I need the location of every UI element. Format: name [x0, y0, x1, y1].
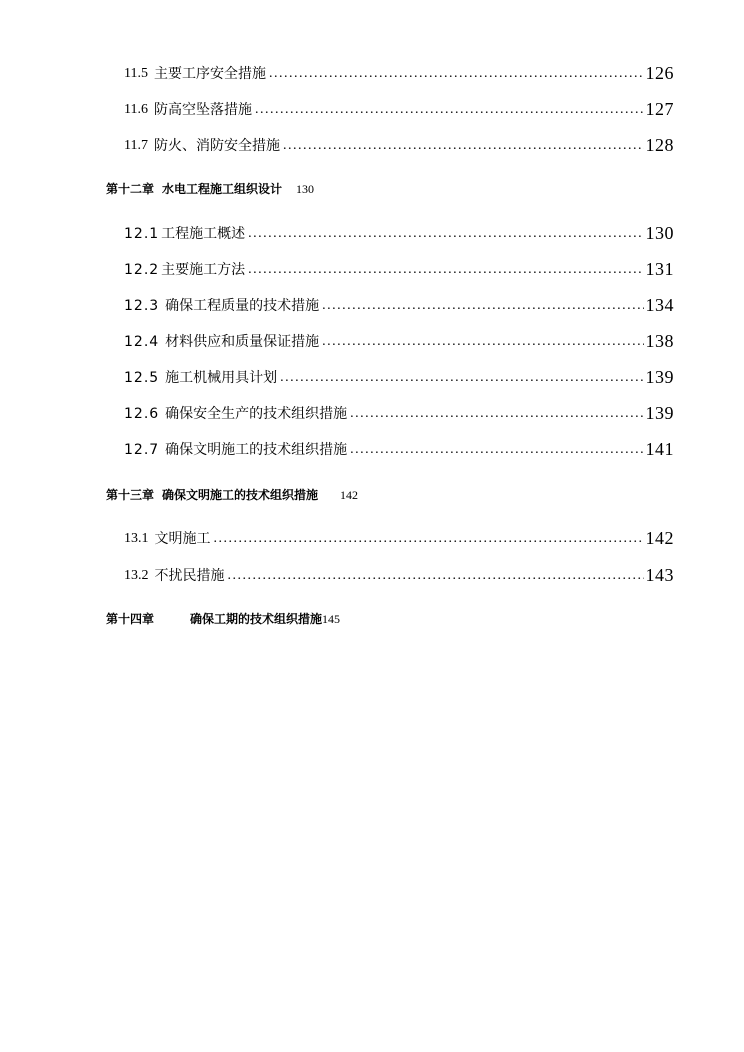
toc-dot-leader	[322, 296, 643, 316]
toc-entry-12-3[interactable]	[124, 290, 674, 316]
toc-dot-leader	[350, 440, 643, 460]
toc-entry-page: 134	[645, 295, 674, 315]
toc-entry-title: 主要工序安全措施	[153, 66, 266, 82]
toc-dot-leader	[280, 368, 643, 388]
toc-entry-title: 防火、消防安全措施	[153, 138, 280, 154]
toc-entry-number: 12.1	[124, 226, 160, 242]
chapter-label: 第十三章	[106, 488, 155, 502]
toc-entry-page: 143	[645, 565, 674, 585]
toc-entry-number: 12.7	[124, 442, 160, 458]
chapter-page: 145	[322, 612, 341, 626]
toc-entry-title: 主要施工方法	[161, 262, 246, 278]
toc-dot-leader	[283, 136, 644, 156]
toc-entry-title: 防高空坠落措施	[153, 102, 252, 118]
toc-entry-page: 131	[645, 259, 674, 279]
toc-entry-number: 11.7	[124, 138, 148, 153]
chapter-page: 130	[296, 182, 315, 196]
toc-entry-11-6[interactable]	[124, 94, 674, 120]
toc-dot-leader	[269, 64, 644, 84]
toc-entry-page: 139	[645, 367, 674, 387]
toc-dot-leader	[255, 100, 644, 120]
chapter-title: 确保文明施工的技术组织措施	[162, 488, 319, 502]
toc-entry-page: 138	[645, 331, 674, 351]
toc-entry-title: 文明施工	[154, 531, 211, 547]
toc-entry-title: 材料供应和质量保证措施	[165, 334, 320, 350]
chapter-title: 水电工程施工组织设计	[162, 182, 283, 196]
toc-entry-title: 施工机械用具计划	[165, 370, 278, 386]
toc-entry-page: 126	[645, 63, 674, 83]
toc-entry-page: 142	[645, 528, 674, 548]
toc-entry-11-7[interactable]	[124, 130, 674, 156]
toc-entry-11-5[interactable]	[124, 58, 674, 84]
toc-entry-number: 13.1	[124, 531, 149, 546]
toc-entry-number: 12.5	[124, 370, 160, 386]
toc-dot-leader	[228, 566, 644, 586]
toc-chapter-13[interactable]	[106, 482, 358, 504]
toc-entry-12-1[interactable]	[124, 218, 674, 244]
toc-entry-13-2[interactable]	[124, 560, 674, 586]
toc-entry-page: 141	[645, 439, 674, 459]
toc-entry-number: 12.4	[124, 334, 160, 350]
chapter-label: 第十二章	[106, 182, 155, 196]
toc-entry-13-1[interactable]	[124, 523, 674, 549]
toc-dot-leader	[248, 224, 643, 244]
toc-dot-leader	[214, 529, 644, 549]
toc-entry-12-2[interactable]	[124, 254, 674, 280]
chapter-page: 142	[340, 488, 359, 502]
toc-dot-leader	[350, 404, 643, 424]
toc-entry-page: 130	[645, 223, 674, 243]
toc-entry-title: 确保工程质量的技术措施	[165, 298, 320, 314]
toc-chapter-12[interactable]	[106, 176, 314, 198]
toc-entry-title: 确保文明施工的技术组织措施	[165, 442, 348, 458]
toc-chapter-14[interactable]	[106, 606, 340, 628]
toc-entry-number: 11.6	[124, 102, 148, 117]
toc-entry-number: 12.2	[124, 262, 160, 278]
toc-entry-number: 12.6	[124, 406, 160, 422]
toc-entry-12-5[interactable]	[124, 362, 674, 388]
toc-entry-12-6[interactable]	[124, 398, 674, 424]
toc-dot-leader	[248, 260, 643, 280]
chapter-label: 第十四章	[106, 612, 155, 626]
toc-entry-title: 确保安全生产的技术组织措施	[165, 406, 348, 422]
toc-entry-number: 11.5	[124, 66, 148, 81]
toc-entry-page: 139	[645, 403, 674, 423]
toc-entry-number: 13.2	[124, 568, 149, 583]
toc-entry-title: 工程施工概述	[161, 226, 246, 242]
toc-entry-12-7[interactable]	[124, 434, 674, 460]
toc-entry-page: 127	[645, 99, 674, 119]
toc-entry-number: 12.3	[124, 298, 160, 314]
toc-dot-leader	[322, 332, 643, 352]
toc-entry-page: 128	[645, 135, 674, 155]
chapter-title: 确保工期的技术组织措施	[190, 612, 323, 626]
toc-entry-12-4[interactable]	[124, 326, 674, 352]
toc-entry-title: 不扰民措施	[154, 568, 225, 584]
